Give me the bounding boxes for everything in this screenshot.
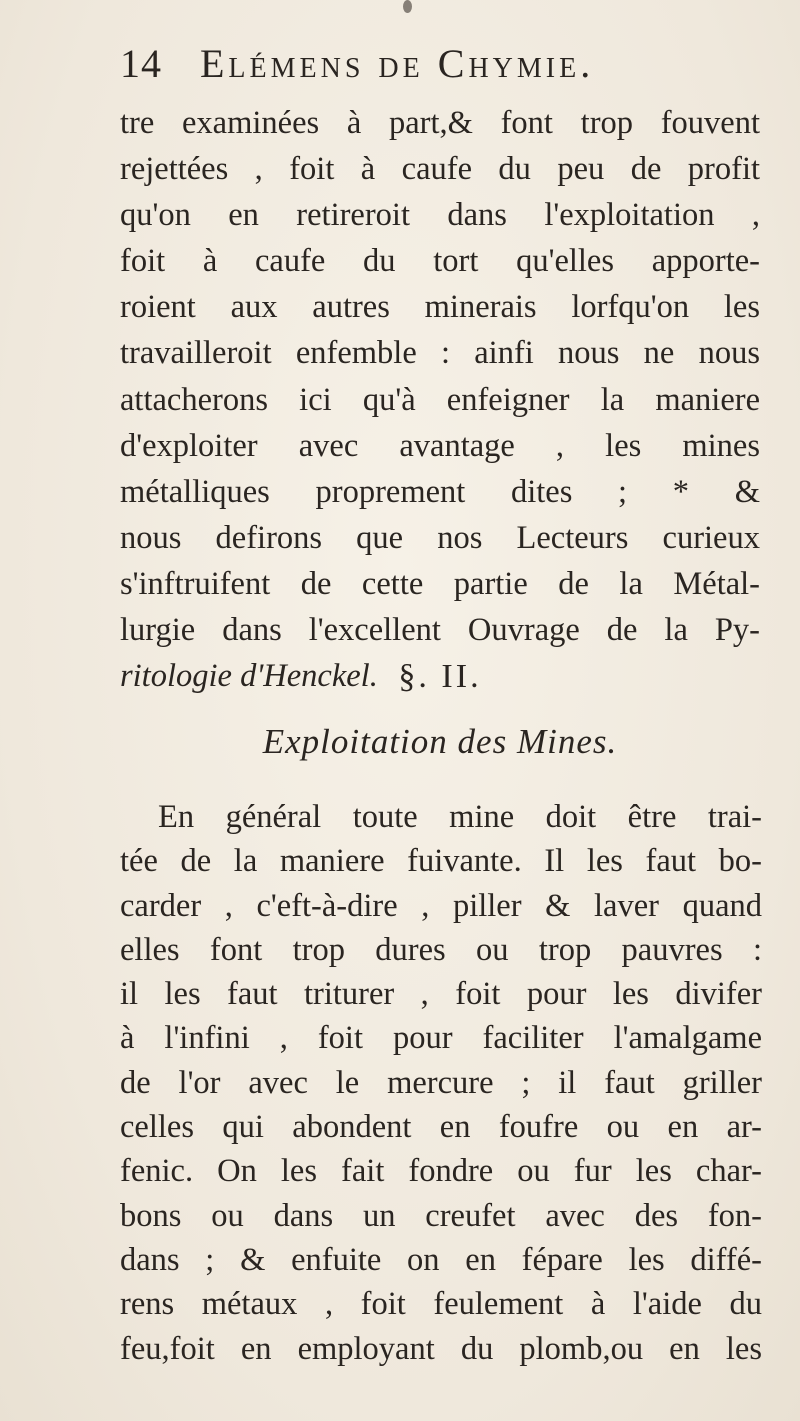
text-line: nous defirons que nos Lecteurs curieux bbox=[120, 519, 760, 556]
text-line: travailleroit enfemble : ainfi nous ne nous bbox=[120, 335, 760, 372]
text-line: ritologie d'Henckel. bbox=[120, 658, 378, 695]
paragraph-2 bbox=[120, 795, 762, 1371]
text-line: à l'infini , foit pour faciliter l'amalgame bbox=[120, 1020, 762, 1057]
text-line: carder , c'eft-à-dire , piller & laver quand bbox=[120, 887, 762, 924]
text-line: tée de la maniere fuivante. Il les faut bo- bbox=[120, 843, 762, 880]
text-line: foit à caufe du tort qu'elles apporte- bbox=[120, 243, 760, 280]
text-line: rens métaux , foit feulement à l'aide du bbox=[120, 1286, 762, 1323]
text-line: d'exploiter avec avantage , les mines bbox=[120, 427, 760, 464]
text-line: roient aux autres minerais lorfqu'on les bbox=[120, 289, 760, 326]
text-line: qu'on en retireroit dans l'exploitation , bbox=[120, 197, 760, 234]
running-head: Elémens de Chymie. bbox=[200, 41, 595, 86]
text-line: s'inftruifent de cette partie de la Métal- bbox=[120, 565, 760, 602]
text-line: lurgie dans l'excellent Ouvrage de la Py- bbox=[120, 612, 760, 649]
page-number: 14 bbox=[120, 41, 162, 86]
page-header bbox=[120, 40, 738, 100]
ink-mark bbox=[403, 0, 412, 13]
text-line: il les faut triturer , foit pour les divifer bbox=[120, 976, 762, 1013]
text-line: tre examinées à part,& font trop fouvent bbox=[120, 105, 760, 141]
text-line: feu,foit en employant du plomb,ou en les bbox=[120, 1330, 762, 1367]
text-line: En général toute mine doit être trai- bbox=[158, 799, 762, 835]
section-number: §. II. bbox=[398, 658, 482, 695]
text-line: de l'or avec le mercure ; il faut griller bbox=[120, 1064, 762, 1101]
text-line: métalliques proprement dites ; * & bbox=[120, 473, 760, 510]
text-line: celles qui abondent en foufre ou en ar- bbox=[120, 1109, 762, 1146]
text-line: fenic. On les fait fondre ou fur les char- bbox=[120, 1153, 762, 1190]
text-line: dans ; & enfuite on en fépare les diffé- bbox=[120, 1241, 762, 1278]
text-line: rejettées , foit à caufe du peu de profit bbox=[120, 151, 760, 188]
paragraph-1 bbox=[120, 100, 760, 699]
text-line: bons ou dans un creufet avec des fon- bbox=[120, 1197, 762, 1234]
text-line: elles font trop dures ou trop pauvres : bbox=[120, 931, 762, 968]
text-line: attacherons ici qu'à enfeigner la maniere bbox=[120, 381, 760, 418]
section-title: Exploitation des Mines. bbox=[262, 722, 618, 761]
